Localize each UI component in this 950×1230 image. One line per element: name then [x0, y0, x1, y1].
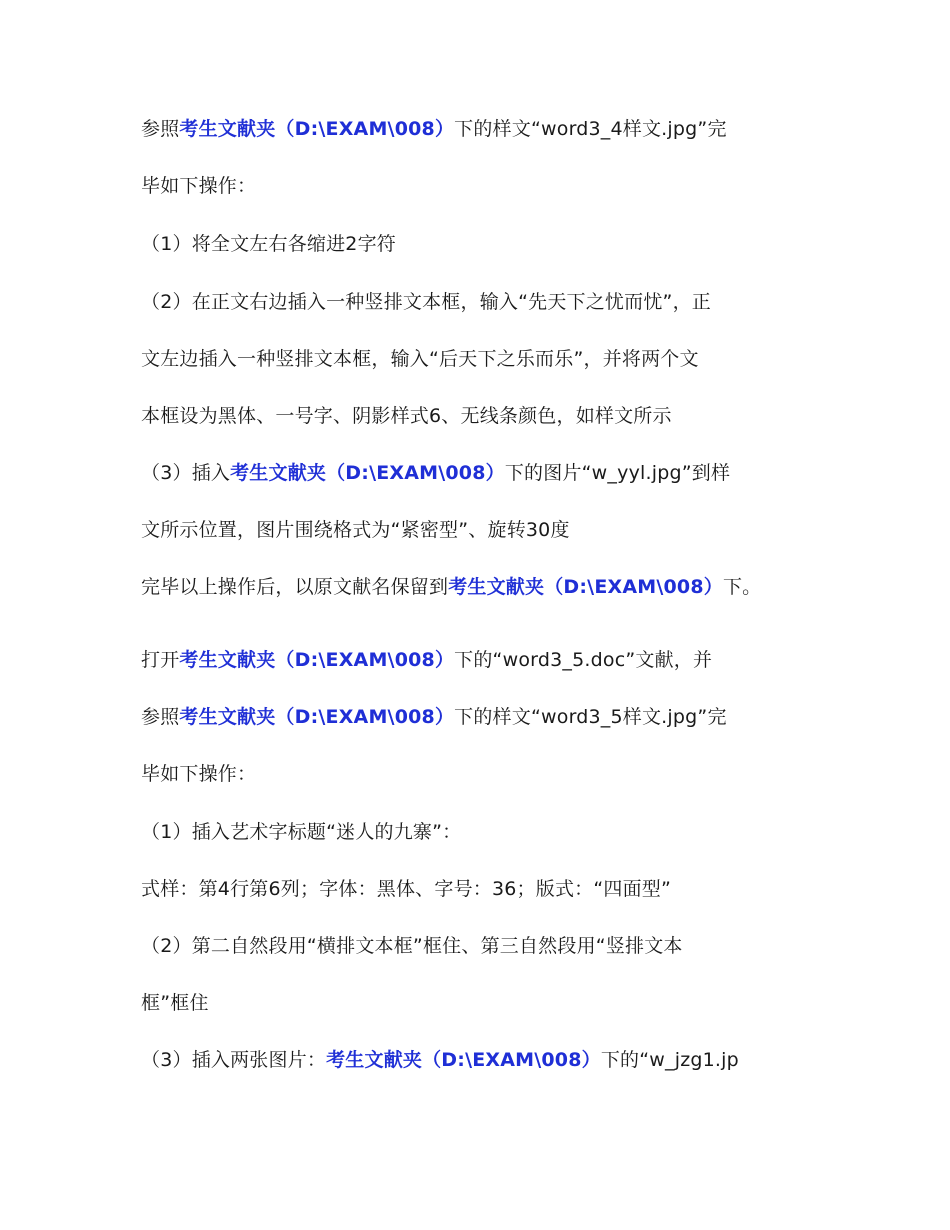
paragraph-line: 框”框住: [141, 992, 209, 1014]
folder-link: 考生文献夹（D:\EXAM\008）: [230, 462, 505, 484]
line-text-post: 下的样文“word3_4样文.jpg”完: [454, 118, 727, 140]
line-text-pre: 参照: [141, 118, 180, 140]
paragraph-line: 毕如下操作：: [141, 763, 257, 785]
paragraph-line: [141, 705, 727, 729]
folder-link: 考生文献夹（D:\EXAM\008）: [179, 118, 455, 140]
paragraph-line: 文左边插入一种竖排文本框，输入“后天下之乐而乐”，并将两个文: [141, 348, 699, 370]
line-text-pre: 打开: [141, 649, 180, 671]
instruction-item: （2）在正文右边插入一种竖排文本框，输入“先天下之忧而忧”，正: [141, 291, 711, 313]
line-text-pre: （3）插入: [141, 462, 231, 484]
paragraph-line: [141, 648, 712, 672]
line-text-pre: 完毕以上操作后，以原文献名保留到: [141, 576, 449, 598]
folder-link: 考生文献夹（D:\EXAM\008）: [179, 706, 455, 728]
line-text-post: 下的“word3_5.doc”文献，并: [454, 649, 713, 671]
paragraph-line: [141, 575, 761, 599]
line-text-post: 下的样文“word3_5样文.jpg”完: [454, 706, 727, 728]
paragraph-line: 本框设为黑体、一号字、阴影样式6、无线条颜色，如样文所示: [141, 405, 672, 427]
instruction-item: （1）将全文左右各缩进2字符: [141, 233, 396, 255]
instruction-item: （2）第二自然段用“横排文本框”框住、第三自然段用“竖排文本: [141, 935, 683, 957]
paragraph-line: 毕如下操作：: [141, 175, 257, 197]
folder-link: 考生文献夹（D:\EXAM\008）: [448, 576, 723, 598]
instruction-item: [141, 1048, 739, 1072]
line-text-pre: （3）插入两张图片：: [141, 1049, 327, 1071]
paragraph-line: 文所示位置，图片围绕格式为“紧密型”、旋转30度: [141, 519, 570, 541]
paragraph-line: 式样：第4行第6列；字体：黑体、字号：36；版式：“四面型”: [141, 878, 672, 900]
paragraph-line: [141, 117, 727, 141]
line-text-pre: 参照: [141, 706, 180, 728]
folder-link: 考生文献夹（D:\EXAM\008）: [326, 1049, 601, 1071]
line-text-post: 下的图片“w_yyl.jpg”到样: [504, 462, 731, 484]
line-text-post: 下的“w_jzg1.jp: [600, 1049, 739, 1071]
line-text-post: 下。: [722, 576, 762, 598]
instruction-item: [141, 461, 730, 485]
instruction-item: （1）插入艺术字标题“迷人的九寨”：: [141, 821, 462, 843]
folder-link: 考生文献夹（D:\EXAM\008）: [179, 649, 455, 671]
